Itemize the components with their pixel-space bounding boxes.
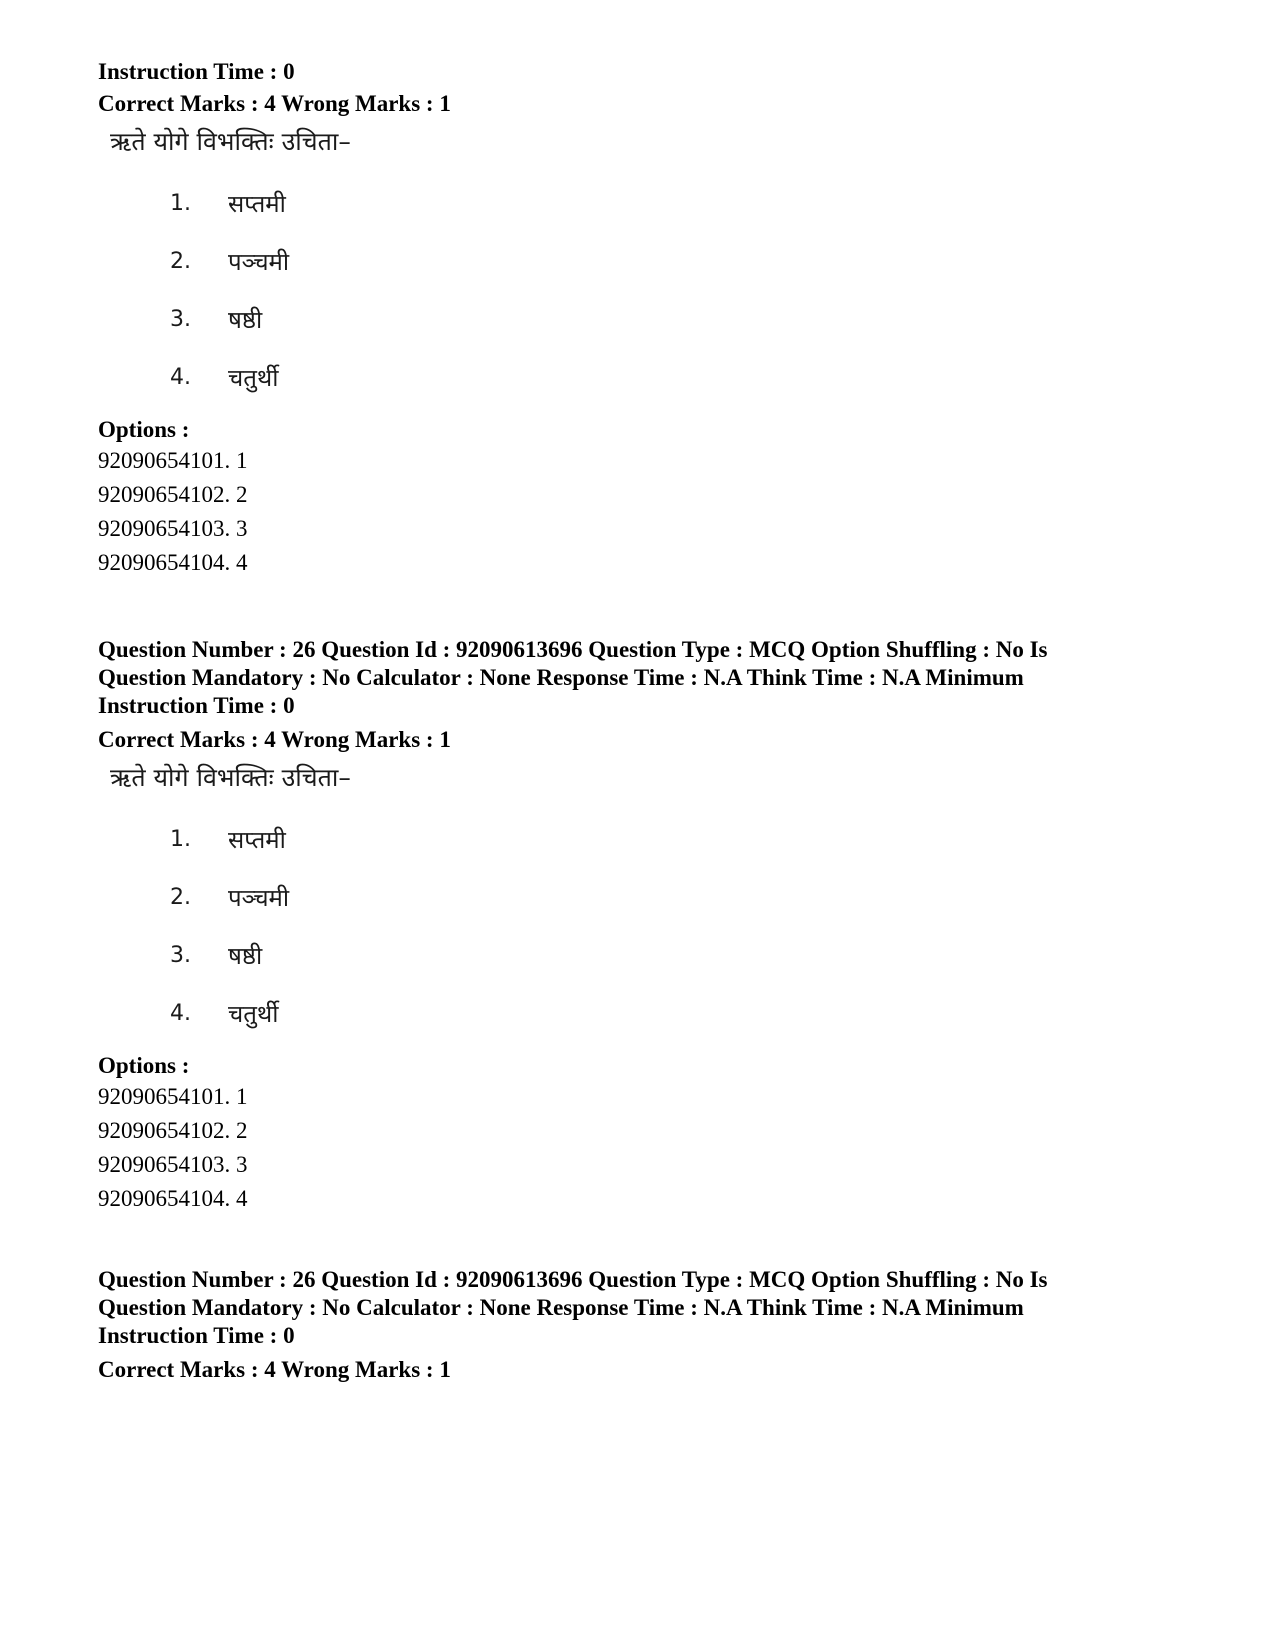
question-header-line: Question Number : 26 Question Id : 92090613696 Question Type : MCQ Option Shuffling : No Is bbox=[98, 637, 1048, 662]
option-item: 92090654104. 4 bbox=[98, 550, 248, 575]
option-item: 92090654101. 1 bbox=[98, 448, 248, 473]
instruction-time: Instruction Time : 0 bbox=[98, 693, 295, 718]
question-stem: ऋते योगे विभक्तिः उचिता– bbox=[110, 763, 351, 792]
instruction-time: Instruction Time : 0 bbox=[98, 1323, 295, 1348]
choice-text: पञ्चमी bbox=[228, 883, 290, 912]
option-item: 92090654103. 3 bbox=[98, 516, 248, 541]
choice-item bbox=[98, 290, 1178, 348]
options-list bbox=[98, 1080, 1178, 1216]
marks-line: Correct Marks : 4 Wrong Marks : 1 bbox=[98, 91, 451, 116]
choice-item bbox=[98, 810, 1178, 868]
options-list bbox=[98, 444, 1178, 580]
choice-item bbox=[98, 348, 1178, 406]
choice-number: 3. bbox=[170, 306, 191, 332]
choice-text: चतुर्थी bbox=[228, 363, 279, 392]
options-title: Options : bbox=[98, 1053, 190, 1078]
choice-number: 2. bbox=[170, 884, 191, 910]
question-header bbox=[98, 636, 1178, 720]
option-item: 92090654104. 4 bbox=[98, 1186, 248, 1211]
instruction-time: Instruction Time : 0 bbox=[98, 59, 295, 84]
choice-number: 3. bbox=[170, 942, 191, 968]
choice-item bbox=[98, 232, 1178, 290]
marks-line: Correct Marks : 4 Wrong Marks : 1 bbox=[98, 1357, 451, 1382]
question-image bbox=[98, 760, 1178, 1042]
question-header-line: Question Number : 26 Question Id : 92090613696 Question Type : MCQ Option Shuffling : No Is bbox=[98, 1267, 1048, 1292]
question-block-2 bbox=[98, 636, 1178, 1216]
options-title: Options : bbox=[98, 417, 190, 442]
choice-number: 1. bbox=[170, 190, 191, 216]
question-header-line: Question Mandatory : No Calculator : None Response Time : N.A Think Time : N.A Minimum bbox=[98, 665, 1024, 690]
choice-list bbox=[98, 174, 1178, 406]
choice-item bbox=[98, 174, 1178, 232]
choice-number: 4. bbox=[170, 364, 191, 390]
question-block-1 bbox=[98, 58, 1178, 580]
choice-item bbox=[98, 926, 1178, 984]
choice-number: 1. bbox=[170, 826, 191, 852]
choice-number: 4. bbox=[170, 1000, 191, 1026]
question-stem: ऋते योगे विभक्तिः उचिता– bbox=[110, 127, 351, 156]
choice-text: चतुर्थी bbox=[228, 999, 279, 1028]
choice-item bbox=[98, 868, 1178, 926]
option-item: 92090654101. 1 bbox=[98, 1084, 248, 1109]
choice-list bbox=[98, 810, 1178, 1042]
choice-text: सप्तमी bbox=[228, 189, 286, 218]
option-item: 92090654103. 3 bbox=[98, 1152, 248, 1177]
question-header-line: Question Mandatory : No Calculator : None Response Time : N.A Think Time : N.A Minimum bbox=[98, 1295, 1024, 1320]
choice-number: 2. bbox=[170, 248, 191, 274]
choice-text: पञ्चमी bbox=[228, 247, 290, 276]
option-item: 92090654102. 2 bbox=[98, 482, 248, 507]
marks-line: Correct Marks : 4 Wrong Marks : 1 bbox=[98, 727, 451, 752]
choice-item bbox=[98, 984, 1178, 1042]
choice-text: षष्ठी bbox=[228, 941, 263, 970]
option-item: 92090654102. 2 bbox=[98, 1118, 248, 1143]
question-header bbox=[98, 1266, 1178, 1350]
question-image bbox=[98, 124, 1178, 406]
choice-text: सप्तमी bbox=[228, 825, 286, 854]
question-block-3 bbox=[98, 1266, 1178, 1384]
choice-text: षष्ठी bbox=[228, 305, 263, 334]
